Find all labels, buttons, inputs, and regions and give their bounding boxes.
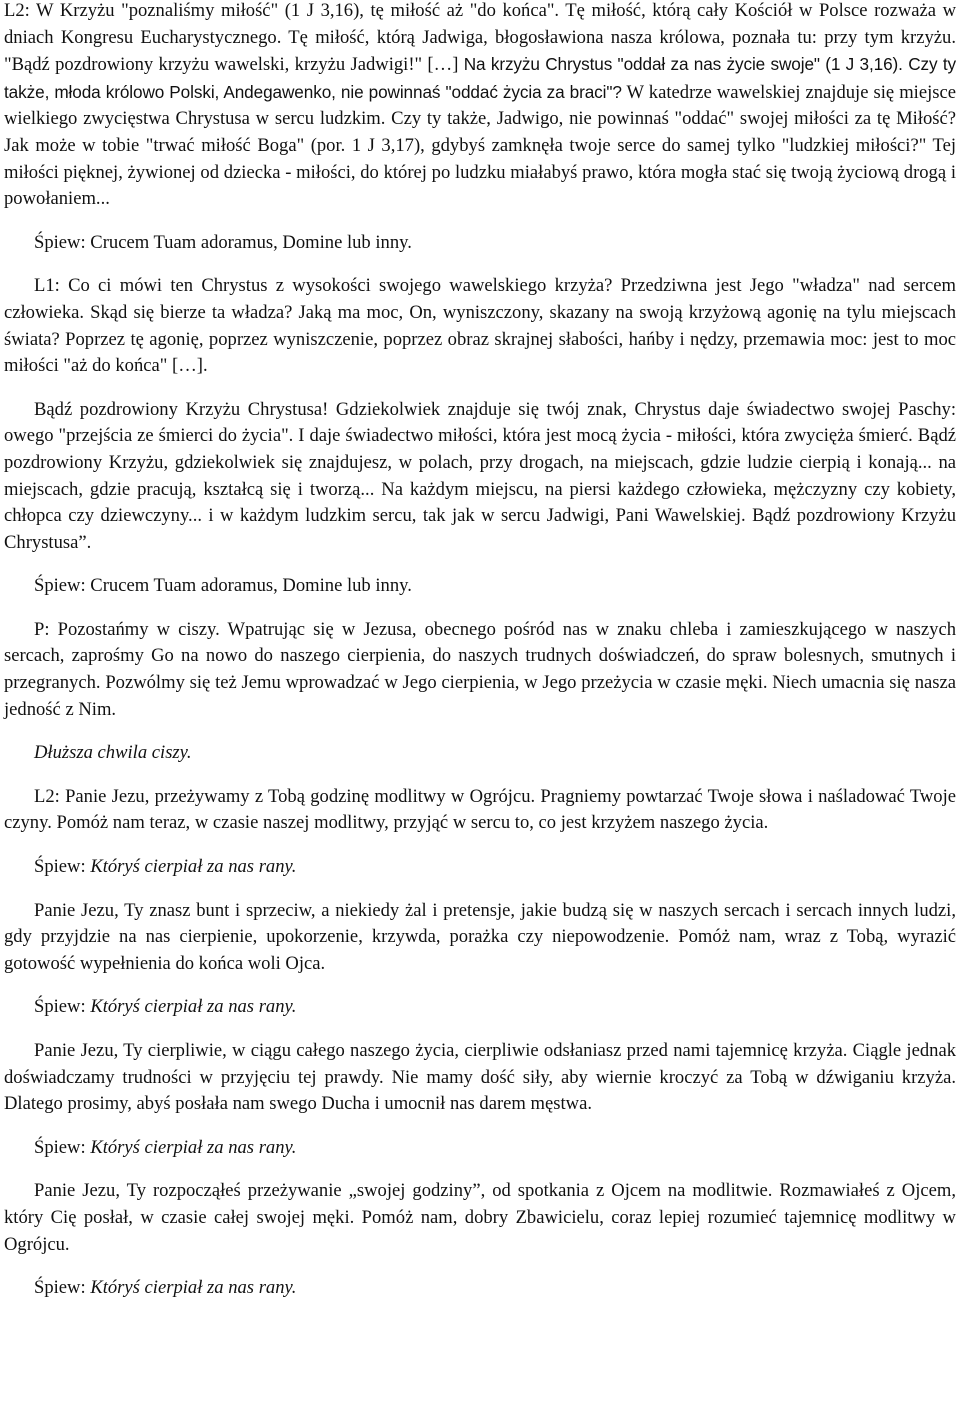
paragraph-pozdrowienie: Bądź pozdrowiony Krzyżu Chrystusa! Gdziekolwiek znajduje się twój znak, Chrystus daje świadectwo swojej Paschy: owego "przejścia ze śmierci do życia". I daje świadectwo miłości, która jest mocą życia - miłości, która zwycięża śmierć. Bądź pozdrowiony Krzyżu, gdziekolwiek się znajdujesz, w polach, przy drogach, na miejscach, gdzie ludzie cierpią i konają... na miejscach, gdzie pracują, kształcą się i tworzą... Na każdym miejscu, na piersi każdego człowieka, mężczyzny czy kobiety, chłopca czy dziewczyny... i w każdym ludzkim sercu, tak jak w sercu Jadwigi, Pani Wawelskiej. Bądź pozdrowiony Krzyżu Chrystusa”.	[4, 398, 956, 553]
song-label: Śpiew:	[34, 856, 91, 878]
song-title: Któryś cierpiał za nas rany.	[90, 996, 297, 1018]
song-title: Któryś cierpiał za nas rany.	[90, 1277, 297, 1299]
paragraph-l1: L1: Co ci mówi ten Chrystus z wysokości swojego wawelskiego krzyża? Przedziwna jest Jego "władza" nad sercem człowieka. Skąd się bierze ta władza? Jaką ma moc, On, wyniszczony, skazany na swoją krzyżową agonię na tylu miejscach świata? Poprzez tę agonię, poprzez wyniszczenie, poprzez obraz skrajnej słabości, hańby i nędzy, przemawia moc: jest to moc miłości "aż do końca" […].	[4, 275, 956, 377]
paragraph-jezu-3: Panie Jezu, Ty rozpocząłeś przeżywanie „swojej godziny”, od spotkania z Ojcem na modlitwie. Rozmawiałeś z Ojcem, który Cię posłał, w czasie całej swojej męki. Pomóż nam, dobry Zbawicielu, coraz lepiej rozumieć tajemnicę modlitwy w Ogrójcu.	[4, 1180, 956, 1255]
song-crucem-2: Śpiew: Crucem Tuam adoramus, Domine lub inny.	[34, 575, 412, 597]
song-label: Śpiew:	[34, 1277, 91, 1299]
song-label: Śpiew:	[34, 996, 91, 1018]
song-label: Śpiew:	[34, 1136, 91, 1158]
song-ktorys-1	[4, 854, 956, 881]
paragraph-krzyz-jadwigi-part3: W katedrze wawelskiej znajduje się miejsce wielkiego zwycięstwa Chrystusa w sercu ludzkim. Czy ty także, Jadwigo, nie powinnaś "oddać" swojej miłości za tę Miłość? Jak może w tobie "trwać miłość Boga" (por. 1 J 3,17), gdybyś zamknęła twoje serce do samej tylko "ludzkiej miłości?" Tej miłości pięknej, żywionej od dziecka - miłości, do której po ludzku miałabyś prawo, która mogła stać się twoją życiową drogą i powołaniem...	[4, 81, 956, 210]
paragraph-p: P: Pozostańmy w ciszy. Wpatrując się w Jezusa, obecnego pośród nas w znaku chleba i zamieszkującego w naszych sercach, zaprośmy Go na nowo do naszego cierpienia, do naszych trudnych doświadczeń, do spraw bolesnych, smutnych i przegranych. Pozwólmy się też Jemu wprowadzać w Jego cierpienia, w Jego przeżycia w czasie męki. Niech umacnia się nasza jedność z Nim.	[4, 618, 956, 720]
song-ktorys-3	[4, 1135, 956, 1162]
paragraph-krzyz-jadwigi-part1: L2: W Krzyżu "poznaliśmy miłość" (1 J 3,16), tę miłość aż "do końca". Tę miłość, którą cały Kościół w Polsce rozważa w dniach Kongresu Eucharystycznego. Tę miłość, którą Jadwiga, błogosławiona nasza królowa, poznała tu: przy tym krzyżu. "Bądź pozdrowiony krzyżu wawelski, krzyżu Jadwigi!" […]	[4, 0, 956, 76]
paragraph-krzyz-jadwigi	[4, 0, 956, 213]
paragraph-jezu-1: Panie Jezu, Ty znasz bunt i sprzeciw, a niekiedy żal i pretensje, jakie budzą się w naszych sercach i sercach innych ludzi, gdy przyjdzie na nas cierpienie, upokorzenie, krzywda, porażka czy niepowodzenie. Pomóż nam, wraz z Tobą, wyrazić gotowość wypełnienia do końca woli Ojca.	[4, 899, 956, 974]
song-title: Któryś cierpiał za nas rany.	[90, 1136, 297, 1158]
song-crucem-1: Śpiew: Crucem Tuam adoramus, Domine lub inny.	[34, 231, 412, 253]
paragraph-jezu-2: Panie Jezu, Ty cierpliwie, w ciągu całego naszego życia, cierpliwie odsłaniasz przed nami tajemnicę krzyża. Ciągle jednak doświadczamy trudności w przyjęciu tej prawdy. Nie mamy dość siły, aby wiernie kroczyć za Tobą w dźwiganiu krzyża. Dlatego prosimy, abyś posłała nam swego Ducha i umocnił nas darem męstwa.	[4, 1040, 956, 1115]
song-title: Któryś cierpiał za nas rany.	[90, 856, 297, 878]
silence-note: Dłuższa chwila ciszy.	[34, 742, 192, 764]
song-ktorys-2	[4, 994, 956, 1021]
paragraph-krzyz-jadwigi-part2: Na krzyżu Chrystus "oddał za nas życie swoje" (1 J 3,16). Czy ty także, młoda królowo Polski, Andegawenko, nie powinnaś "oddać życia za braci"?	[4, 54, 956, 102]
paragraph-l2: L2: Panie Jezu, przeżywamy z Tobą godzinę modlitwy w Ogrójcu. Pragniemy powtarzać Twoje słowa i naśladować Twoje czyny. Pomóż nam teraz, w czasie naszej modlitwy, przyjąć w sercu to, co jest krzyżem naszego życia.	[4, 785, 956, 834]
song-ktorys-4	[4, 1275, 956, 1302]
document-page	[4, 0, 956, 1302]
